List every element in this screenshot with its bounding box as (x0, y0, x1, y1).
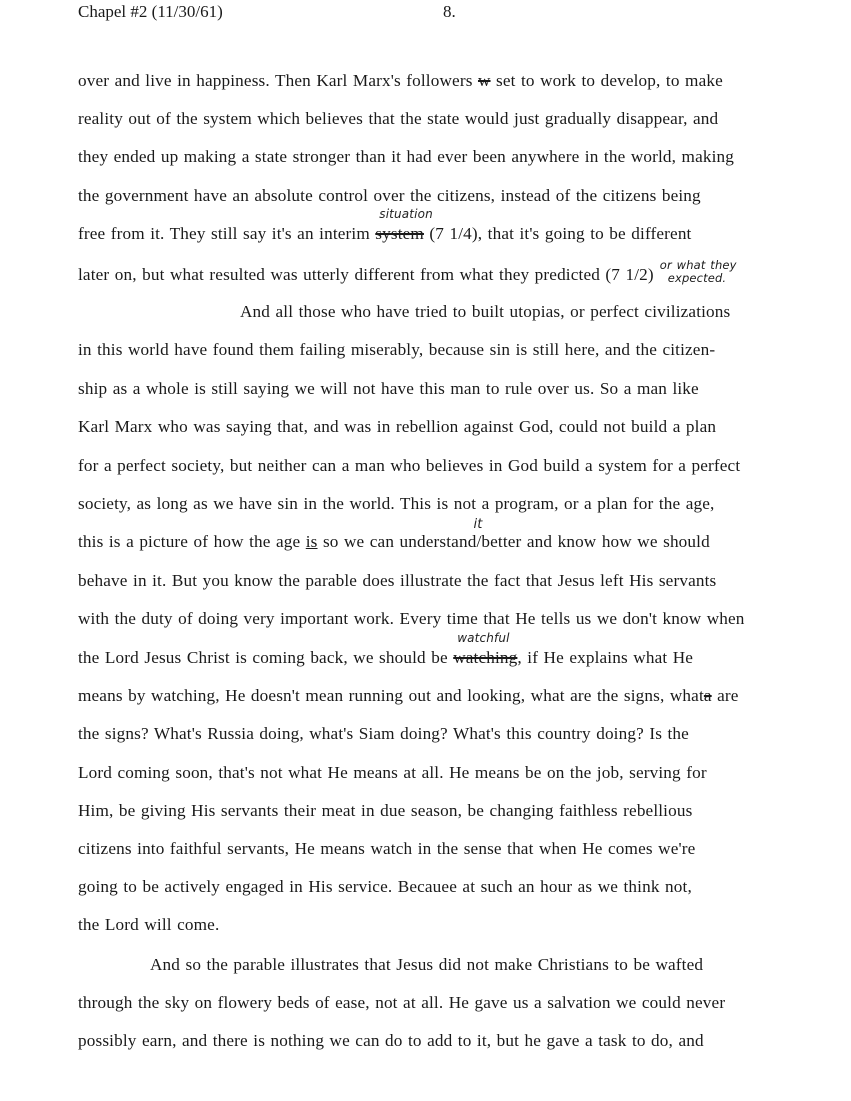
segment (78, 801, 692, 820)
segment (78, 686, 704, 705)
text-segment: going to be actively engaged in His service. Becauee at such an hour as we think not, (78, 877, 692, 896)
segment (78, 186, 701, 205)
text-line (78, 1031, 704, 1051)
text-segment: behave in it. But you know the parable does illustrate the fact that Jesus left His servants (78, 571, 717, 590)
text-segment: the Lord will come. (78, 915, 220, 934)
text-segment: And so the parable illustrates that Jesus did not make Christians to be wafted (150, 955, 704, 974)
segment (424, 224, 692, 243)
text-line (78, 517, 710, 552)
text-line (78, 417, 716, 437)
text-segment: ship as a whole is still saying we will not have this man to rule over us. So a man like (78, 379, 699, 398)
text-line (78, 494, 715, 514)
segment (704, 686, 712, 705)
text-segment: reality out of the system which believes that the state would just gradually disappear, and (78, 109, 719, 128)
segment (78, 1031, 704, 1050)
text-line (78, 839, 695, 859)
text-segment: with the duty of doing very important work. Every time that He tells us we don't know when (78, 609, 745, 628)
segment (78, 456, 740, 475)
text-line (240, 302, 730, 322)
segment (78, 915, 219, 934)
segment (78, 763, 707, 782)
segment (306, 532, 318, 551)
struck-text: a (703, 686, 712, 705)
segment (150, 955, 703, 974)
segment (712, 686, 739, 705)
text-segment: citizens into faithful servants, He means watch in the sense that when He comes we're (78, 839, 696, 858)
segment (78, 224, 375, 243)
text-line (78, 258, 737, 289)
segment (78, 71, 478, 90)
handwritten-annotation: it (473, 517, 483, 532)
text-line (78, 609, 745, 629)
text-segment: later on, but what resulted was utterly different from what they predicted (7 1/2) (78, 264, 654, 284)
text-segment: in this world have found them failing miserably, because sin is still here, and the citizen- (78, 340, 716, 359)
text-segment: means by watching, He doesn't mean running out and looking, what are the signs, what (78, 686, 704, 705)
segment (78, 379, 699, 398)
text-segment: the government have an absolute control over the citizens, instead of the citizens being (78, 186, 701, 205)
text-segment: Karl Marx who was saying that, and was in rebellion against God, could not build a plan (78, 417, 717, 436)
text-segment: is (305, 532, 318, 551)
segment (491, 71, 723, 90)
text-segment: / (476, 532, 482, 551)
margin-note-line: or what they (659, 258, 737, 272)
segment (78, 648, 453, 667)
page-number: 8. (443, 2, 456, 21)
handwritten-annotation: watchful (457, 631, 510, 645)
text-segment: for a perfect society, but neither can a man who believes in God build a system for a perfect (78, 456, 741, 475)
document-header-title: Chapel #2 (11/30/61) (78, 2, 223, 21)
segment (78, 147, 734, 166)
text-segment: (7 1/4), that it's going to be different (423, 224, 692, 243)
text-segment: set to work to develop, to make (490, 71, 723, 90)
text-line (78, 631, 694, 668)
handwritten-correction (453, 631, 518, 667)
text-line (78, 207, 692, 244)
text-line (78, 801, 692, 821)
handwritten-annotation: situation (379, 207, 433, 221)
text-segment: this is a picture of how the age (78, 532, 306, 551)
struck-text: watching (453, 648, 518, 667)
text-line (78, 724, 689, 744)
text-line (78, 456, 740, 476)
segment (78, 609, 745, 628)
text-segment: , if He explains what He (517, 648, 694, 667)
text-line (78, 109, 718, 129)
text-segment: society, as long as we have sin in the world. This is not a program, or a plan for the age, (78, 494, 715, 513)
segment (517, 648, 693, 667)
segment (481, 532, 709, 551)
text-segment: the signs? What's Russia doing, what's Siam doing? What's this country doing? Is the (78, 724, 689, 743)
text-segment: they ended up making a state stronger than it had ever been anywhere in the world, making (78, 147, 735, 166)
text-line (78, 915, 219, 935)
segment (78, 532, 306, 551)
handwritten-margin-note (660, 259, 737, 285)
text-line (78, 877, 692, 897)
segment (78, 417, 716, 436)
text-line (78, 993, 725, 1013)
segment (318, 532, 477, 551)
text-segment: possibly earn, and there is nothing we can do to add to it, but he gave a task to do, and (78, 1031, 704, 1050)
segment (78, 571, 716, 590)
segment (78, 877, 692, 896)
text-segment: Lord coming soon, that's not what He means at all. He means be on the job, serving for (78, 763, 707, 782)
text-line (78, 340, 715, 360)
text-line (78, 147, 734, 167)
segment (478, 71, 491, 90)
segment (240, 302, 730, 321)
text-line (78, 571, 716, 591)
segment (78, 494, 715, 513)
segment (78, 993, 725, 1012)
text-line (150, 955, 703, 975)
text-segment: the Lord Jesus Christ is coming back, we should be (78, 648, 454, 667)
text-segment: Him, be giving His servants their meat in due season, be changing faithless rebellious (78, 801, 693, 820)
text-line (78, 186, 701, 206)
segment (78, 265, 654, 284)
text-segment: free from it. They still say it's an interim (78, 224, 376, 243)
struck-text: w (477, 71, 491, 90)
text-segment: through the sky on flowery beds of ease, not at all. He gave us a salvation we could never (78, 993, 726, 1012)
text-line (78, 686, 739, 706)
handwritten-correction (375, 207, 433, 243)
text-segment: so we can understand (317, 532, 477, 551)
text-segment: And all those who have tried to built utopias, or perfect civilizations (240, 302, 731, 321)
text-line (78, 763, 707, 783)
text-segment: over and live in happiness. Then Karl Marx's followers (78, 71, 478, 90)
segment (78, 109, 718, 128)
text-segment: are (711, 686, 739, 705)
segment (78, 839, 695, 858)
segment (78, 340, 715, 359)
text-line (78, 71, 723, 91)
text-line (78, 379, 699, 399)
margin-note-line: expected. (667, 271, 727, 285)
segment (78, 724, 689, 743)
struck-text: system (375, 224, 424, 243)
text-segment: better and know how we should (481, 532, 710, 551)
